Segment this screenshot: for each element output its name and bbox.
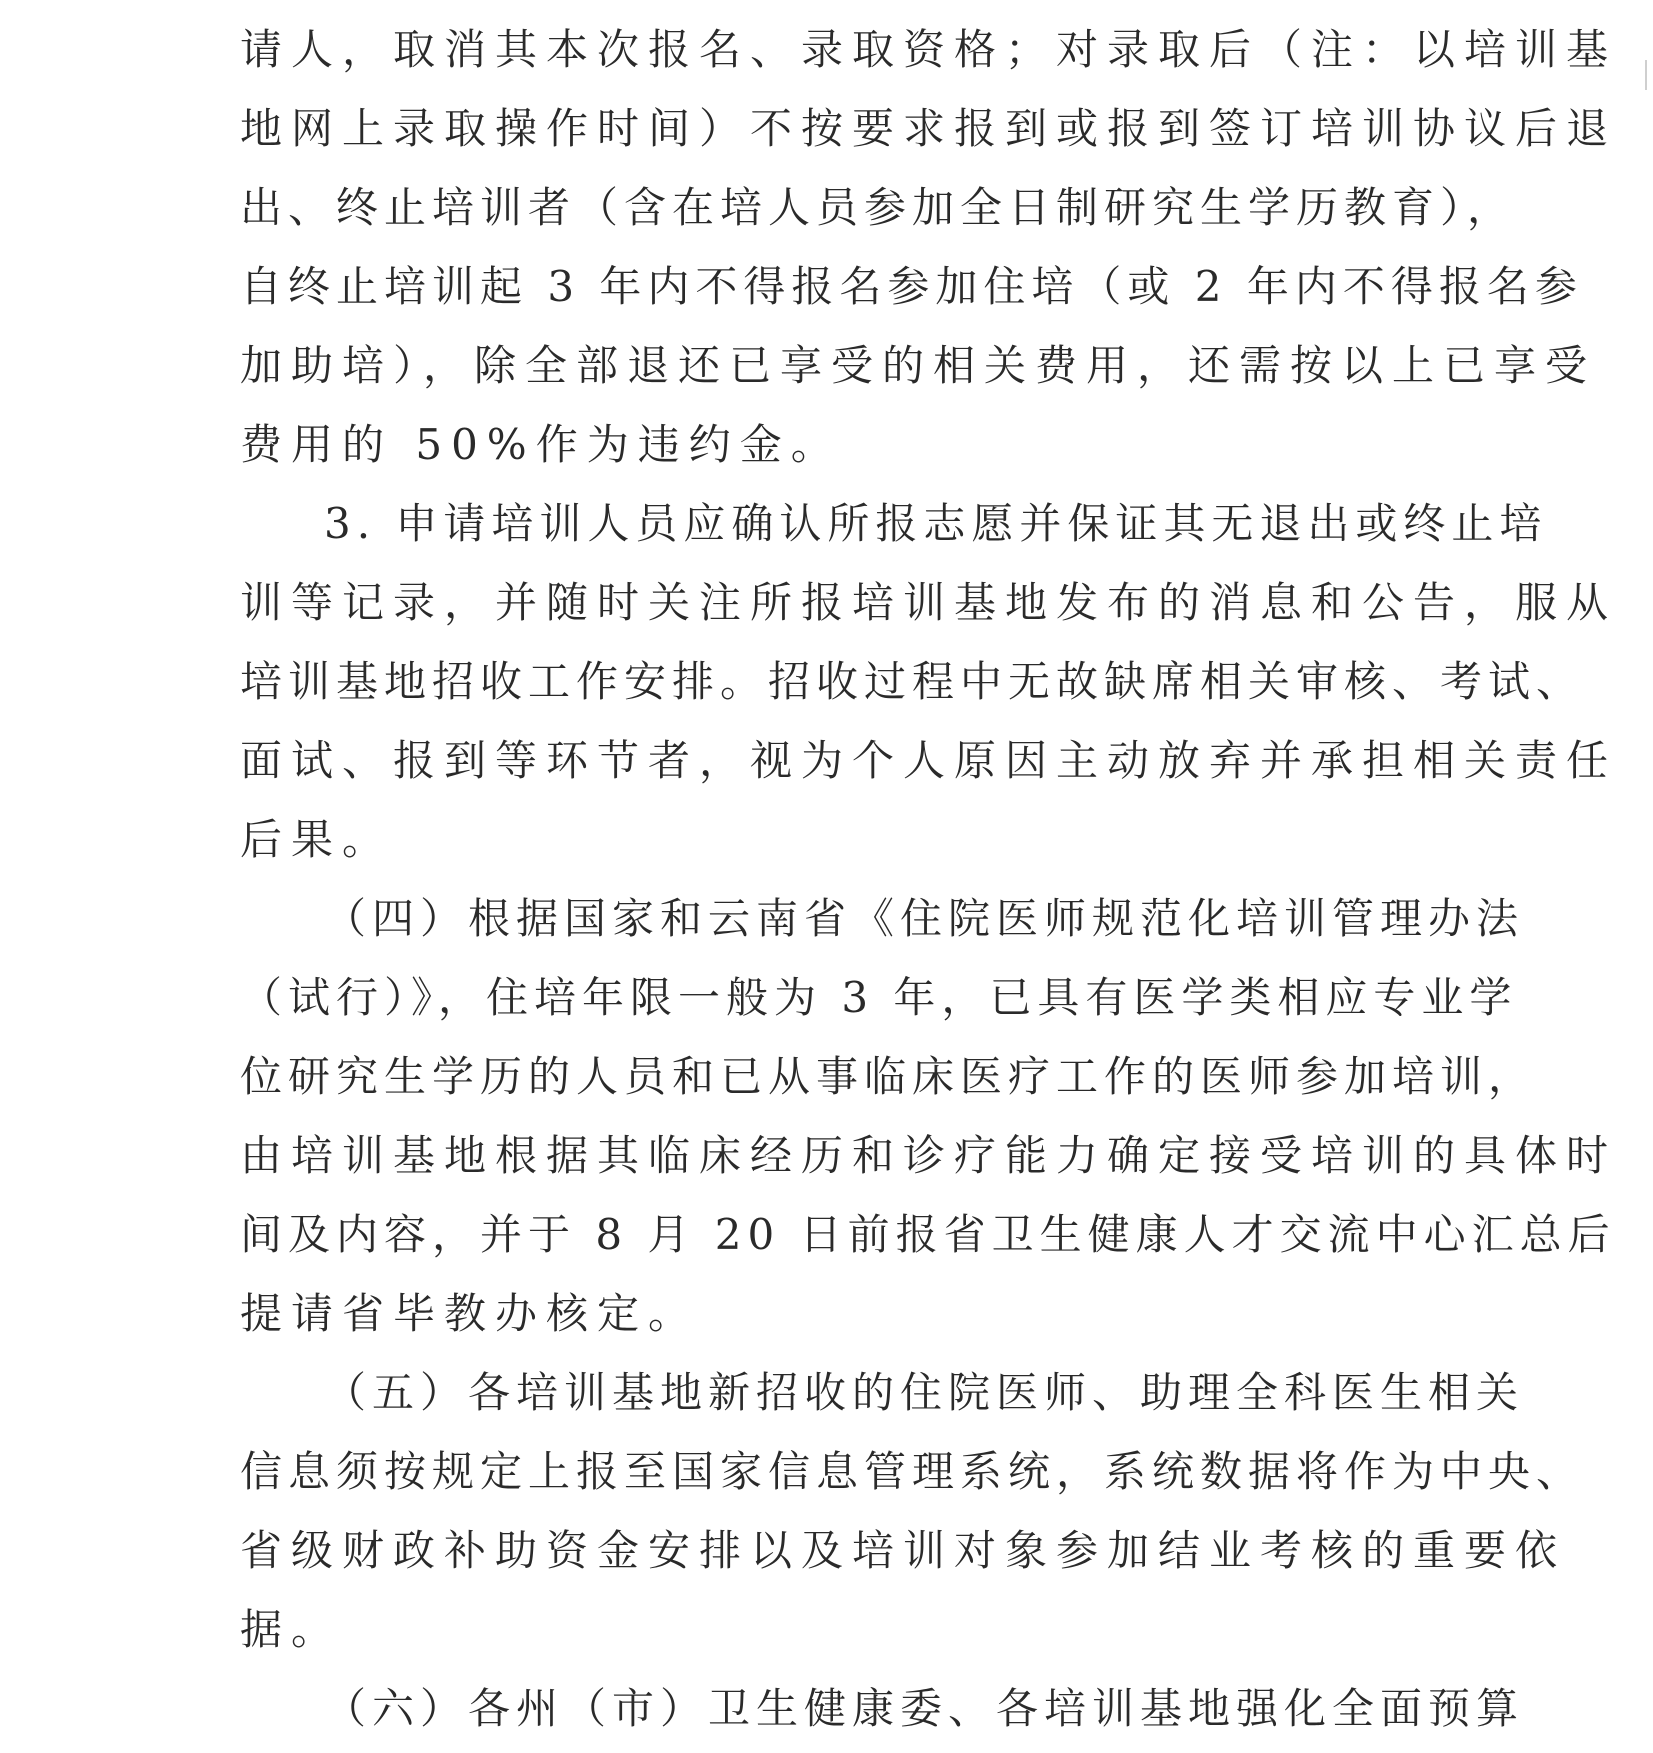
text-line: （四）根据国家和云南省《住院医师规范化培训管理办法 — [324, 894, 1525, 943]
text-line: 培训基地招收工作安排。招收过程中无故缺席相关审核、考试、 — [240, 657, 1585, 706]
text-line: 由培训基地根据其临床经历和诊疗能力确定接受培训的具体时 — [240, 1131, 1618, 1180]
text-line: 信息须按规定上报至国家信息管理系统，系统数据将作为中央、 — [240, 1447, 1585, 1496]
document-body — [240, 10, 1618, 1748]
text-line: 训等记录，并随时关注所报培训基地发布的消息和公告，服从 — [240, 578, 1618, 627]
text-line: （试行）》，住培年限一般为 3 年，已具有医学类相应专业学 — [240, 973, 1518, 1022]
text-line: 面试、报到等环节者，视为个人原因主动放弃并承担相关责任 — [240, 736, 1618, 785]
text-line: 3. 申请培训人员应确认所报志愿并保证其无退出或终止培 — [324, 499, 1548, 548]
text-line: 据。 — [240, 1605, 343, 1654]
text-line: 出、终止培训者（含在培人员参加全日制研究生学历教育）， — [240, 183, 1516, 232]
text-line: 提请省毕教办核定。 — [240, 1289, 700, 1338]
text-line: 费用的 50%作为违约金。 — [240, 420, 842, 469]
text-line: 地网上录取操作时间）不按要求报到或报到签订培训协议后退 — [240, 104, 1618, 153]
text-line: （六）各州（市）卫生健康委、各培训基地强化全面预算 — [324, 1684, 1525, 1733]
text-line: 自终止培训起 3 年内不得报名参加住培（或 2 年内不得报名参 — [240, 262, 1583, 311]
text-line: 位研究生学历的人员和已从事临床医疗工作的医师参加培训， — [240, 1052, 1537, 1101]
text-line: （五）各培训基地新招收的住院医师、助理全科医生相关 — [324, 1368, 1525, 1417]
scan-edge-mark — [1645, 60, 1647, 90]
text-line: 省级财政补助资金安排以及培训对象参加结业考核的重要依 — [240, 1526, 1567, 1575]
text-line: 加助培），除全部退还已享受的相关费用，还需按以上已享受 — [240, 341, 1597, 390]
text-line: 间及内容，并于 8 月 20 日前报省卫生健康人才交流中心汇总后 — [240, 1210, 1616, 1259]
text-line: 后果。 — [240, 815, 394, 864]
text-line: 请人，取消其本次报名、录取资格；对录取后（注：以培训基 — [240, 25, 1618, 74]
